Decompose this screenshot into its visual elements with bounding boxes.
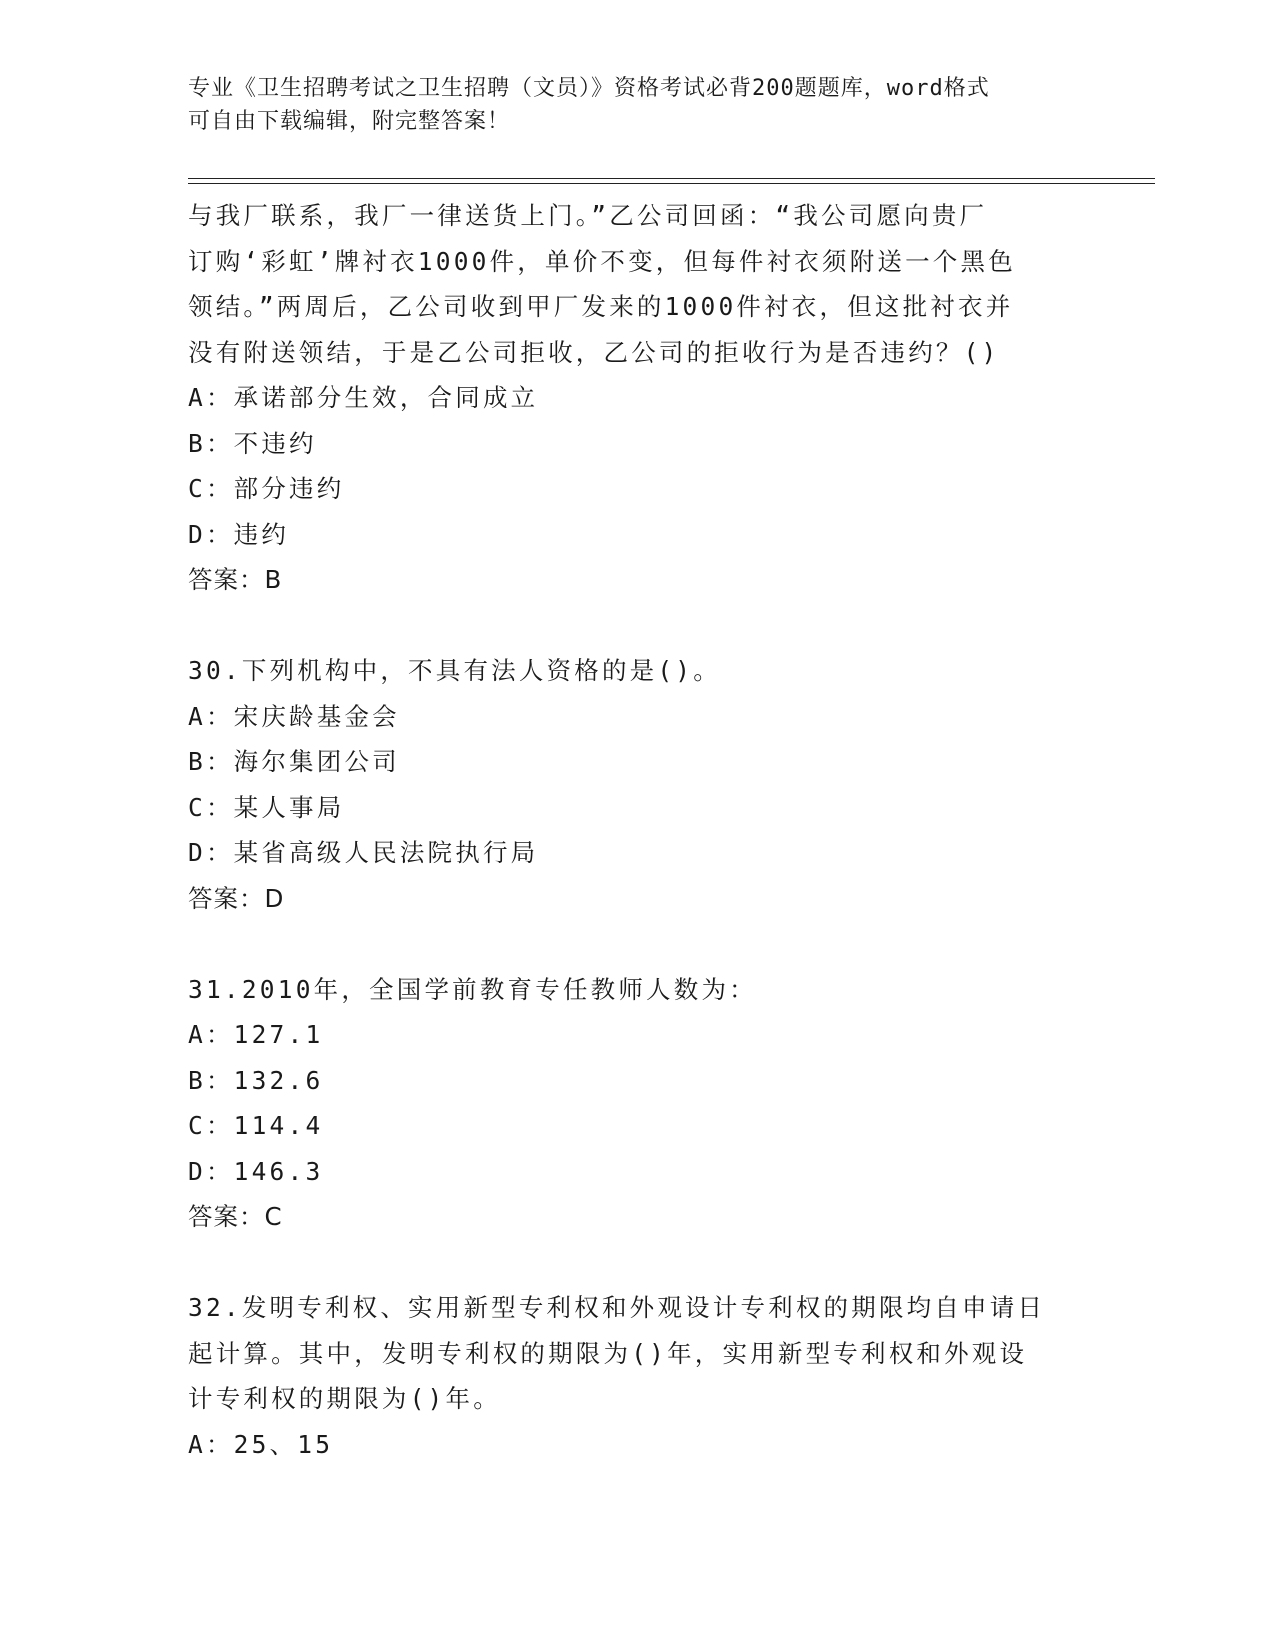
question-stem-line: 没有附送领结，于是乙公司拒收，乙公司的拒收行为是否违约？(): [188, 337, 1000, 367]
option-d: D：违约: [188, 519, 290, 549]
option-b: B：不违约: [188, 428, 317, 458]
question-stem-line: 31.2010年，全国学前教育专任教师人数为：: [188, 974, 757, 1004]
question-stem-line: 领结。”两周后，乙公司收到甲厂发来的1000件衬衣，但这批衬衣并: [188, 292, 1014, 321]
option-b: B：海尔集团公司: [188, 747, 400, 776]
header-title-line-1: 专业《卫生招聘考试之卫生招聘（文员）》资格考试必背200题题库，word格式: [188, 76, 990, 101]
document-header: [188, 72, 1088, 138]
question-spacer: [188, 921, 1088, 967]
question-30: [188, 648, 1088, 921]
answer-line: 答案：D: [188, 883, 285, 913]
option-d: D：某省高级人民法院执行局: [188, 838, 539, 867]
header-title-line-2: 可自由下载编辑，附完整答案！: [188, 109, 511, 134]
answer-line: 答案：B: [188, 565, 283, 594]
question-stem-line: 30.下列机构中，不具有法人资格的是()。: [188, 656, 721, 685]
question-stem-line: 与我厂联系，我厂一律送货上门。”乙公司回函：“我公司愿向贵厂: [188, 201, 988, 230]
option-b: B：132.6: [188, 1065, 324, 1095]
answer-line: 答案：C: [188, 1202, 283, 1231]
question-spacer: [188, 603, 1088, 649]
question-spacer: [188, 1240, 1088, 1286]
header-divider-bottom: [188, 183, 1155, 184]
option-c: C：部分违约: [188, 474, 345, 503]
option-c: C：某人事局: [188, 792, 345, 822]
question-32: [188, 1285, 1088, 1467]
question-31: [188, 967, 1088, 1240]
option-c: C：114.4: [188, 1111, 324, 1140]
header-divider-top: [188, 178, 1155, 179]
question-stem-line: 订购‘彩虹’牌衬衣1000件，单价不变，但每件衬衣须附送一个黑色: [188, 246, 1016, 276]
option-a: A：25、15: [188, 1429, 334, 1459]
question-stem-line: 计专利权的期限为()年。: [188, 1384, 501, 1413]
question-29: [188, 193, 1088, 603]
option-a: A：127.1: [188, 1020, 324, 1049]
option-a: A：承诺部分生效，合同成立: [188, 383, 539, 412]
question-stem-line: 32.发明专利权、实用新型专利权和外观设计专利权的期限均自申请日: [188, 1293, 1046, 1322]
option-a: A：宋庆龄基金会: [188, 701, 400, 731]
option-d: D：146.3: [188, 1156, 324, 1186]
question-stem-line: 起计算。其中，发明专利权的期限为()年，实用新型专利权和外观设: [188, 1338, 1028, 1368]
document-body: [188, 193, 1088, 1467]
